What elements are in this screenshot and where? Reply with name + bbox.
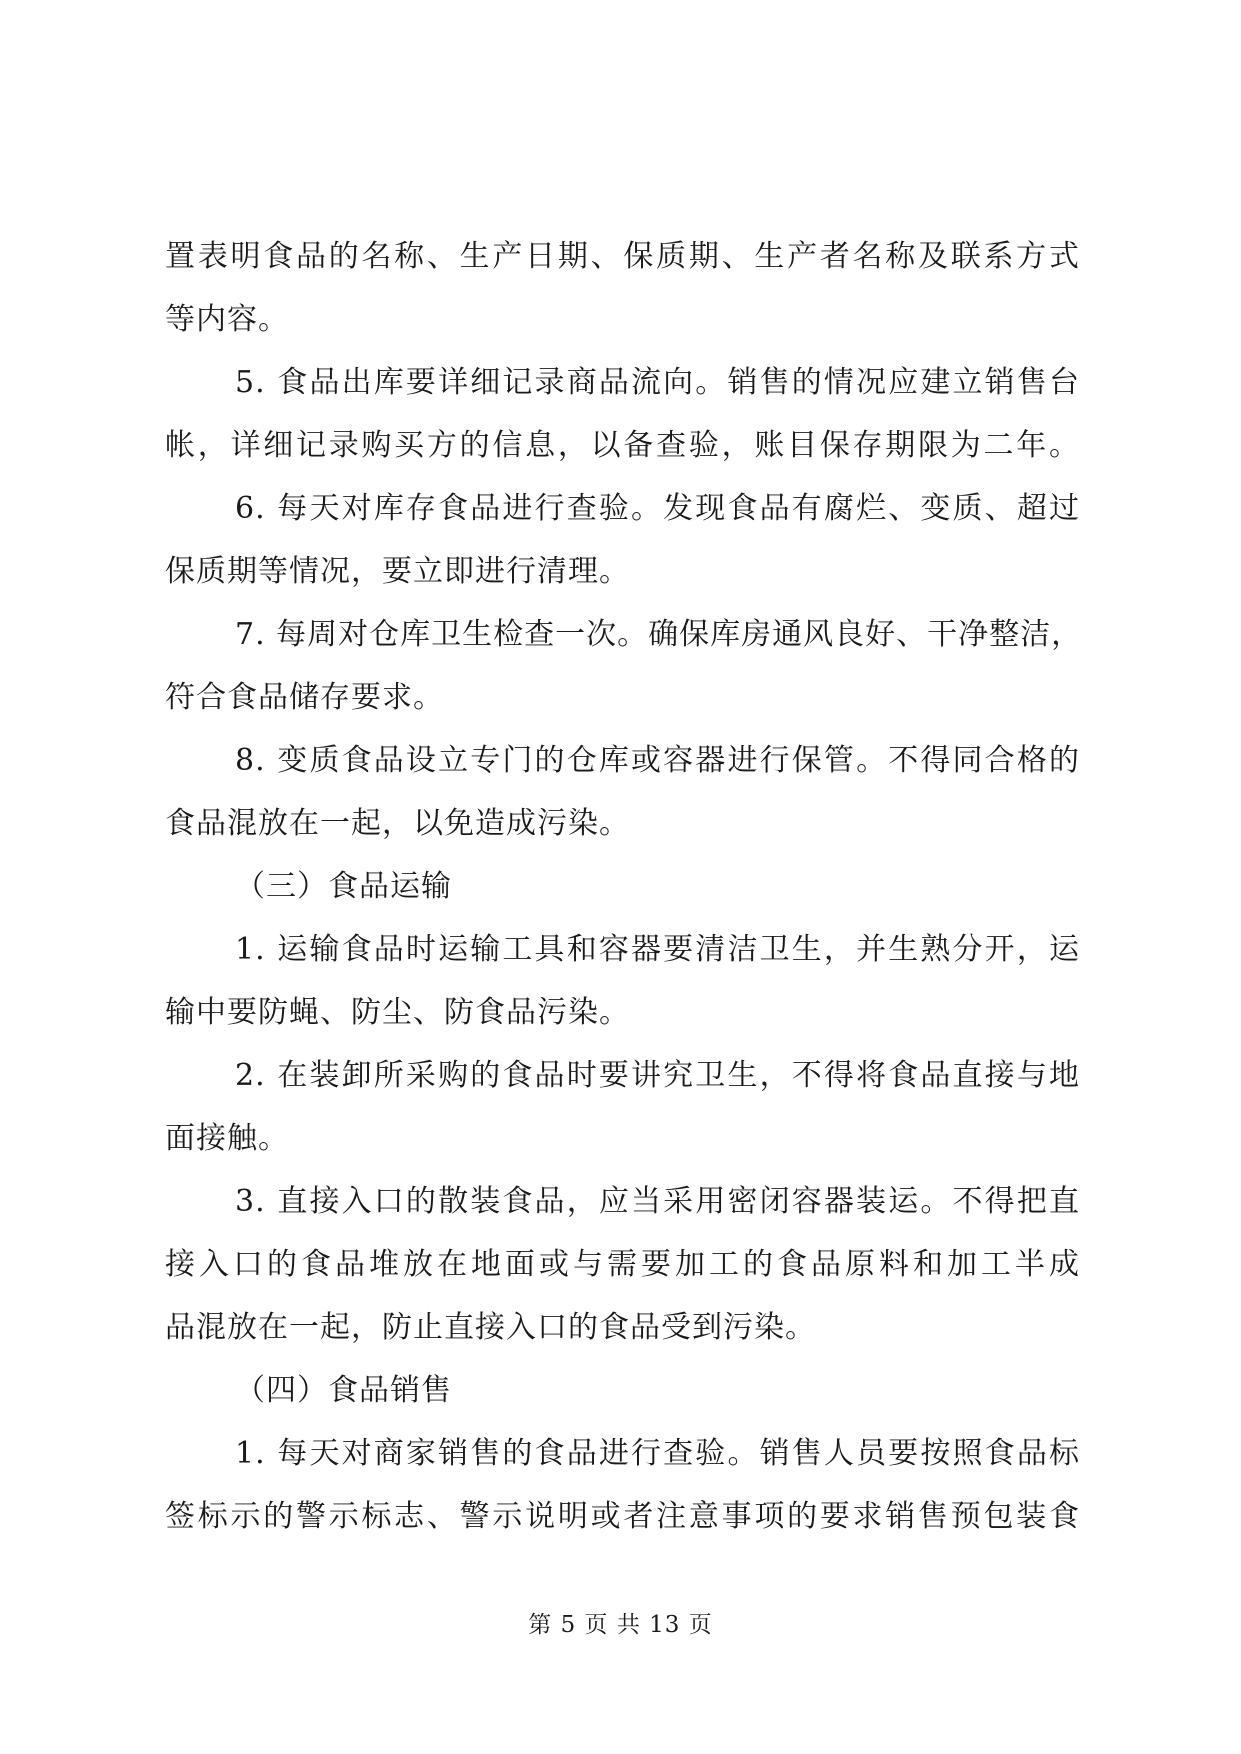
text-line: 食品混放在一起，以免造成污染。: [165, 806, 630, 841]
text-line: 2. 在装卸所采购的食品时要讲究卫生，不得将食品直接与地: [235, 1058, 1080, 1093]
text-line: 等内容。: [165, 302, 289, 337]
text-line: 帐，详细记录购买方的信息，以备查验，账目保存期限为二年。: [165, 428, 1080, 463]
page-footer: 第 5 页 共 13 页: [528, 1612, 713, 1638]
text-line: 5. 食品出库要详细记录商品流向。销售的情况应建立销售台: [235, 365, 1080, 400]
text-line: 8. 变质食品设立专门的仓库或容器进行保管。不得同合格的: [235, 743, 1080, 778]
text-line: 1. 每天对商家销售的食品进行查验。销售人员要按照食品标: [235, 1436, 1080, 1471]
text-line: 符合食品储存要求。: [165, 680, 444, 715]
text-line: 6. 每天对库存食品进行查验。发现食品有腐烂、变质、超过: [235, 491, 1080, 526]
text-line: 保质期等情况，要立即进行清理。: [165, 554, 630, 589]
document-body: [165, 225, 1083, 1548]
text-line: 签标示的警示标志、警示说明或者注意事项的要求销售预包装食: [165, 1499, 1080, 1534]
text-line: 品混放在一起，防止直接入口的食品受到污染。: [165, 1310, 816, 1345]
text-line: （四）食品销售: [235, 1373, 452, 1408]
text-line: 7. 每周对仓库卫生检查一次。确保库房通风良好、干净整洁，: [235, 617, 1083, 652]
text-line: 面接触。: [165, 1121, 289, 1156]
text-line: （三）食品运输: [235, 869, 452, 904]
text-line: 1. 运输食品时运输工具和容器要清洁卫生，并生熟分开，运: [235, 932, 1080, 967]
text-line: 接入口的食品堆放在地面或与需要加工的食品原料和加工半成: [165, 1247, 1080, 1282]
text-line: 3. 直接入口的散装食品，应当采用密闭容器装运。不得把直: [235, 1184, 1080, 1219]
text-line: 输中要防蝇、防尘、防食品污染。: [165, 995, 630, 1030]
text-line: 置表明食品的名称、生产日期、保质期、生产者名称及联系方式: [165, 239, 1080, 274]
